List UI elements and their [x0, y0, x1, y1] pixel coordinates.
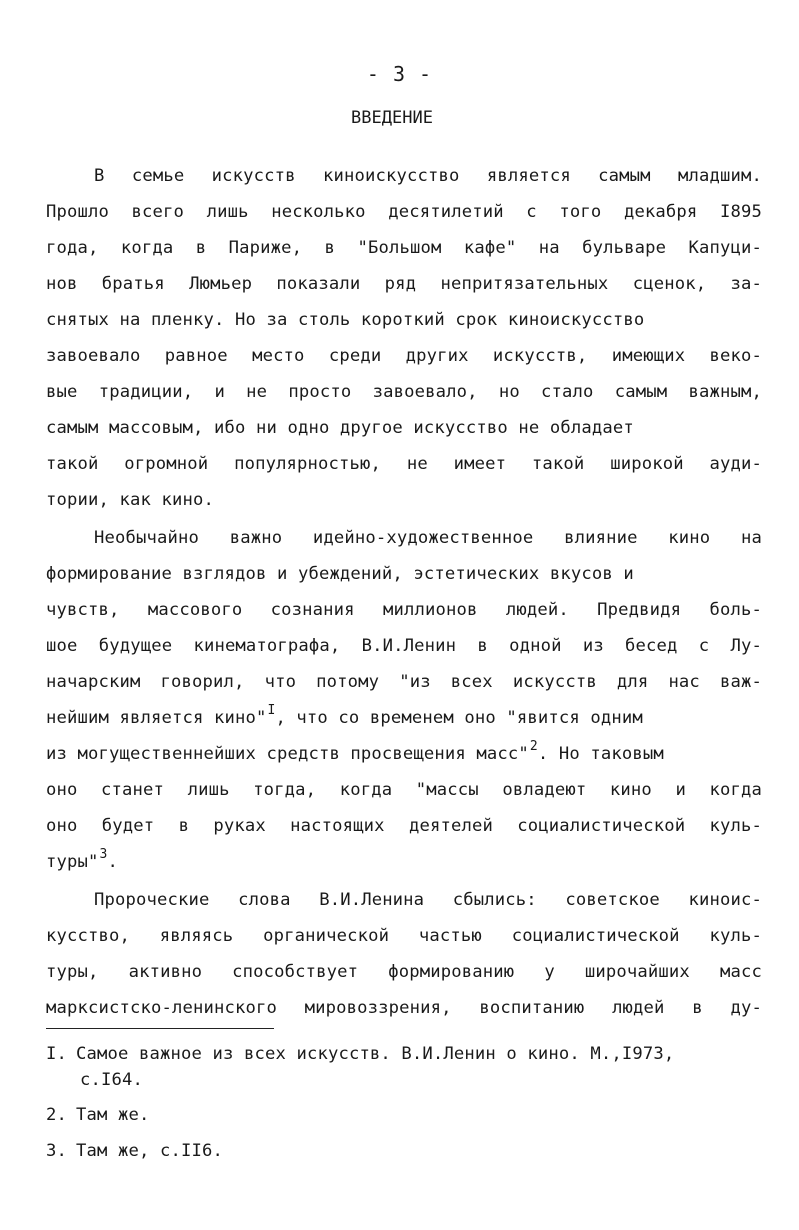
text-line: начарским говорил, что потому "из всех искусств для нас важ-	[46, 672, 762, 692]
text-line: снятых на пленку. Но за столь короткий срок киноискусство	[46, 310, 645, 330]
footnote-2	[46, 1101, 149, 1129]
section-heading: ВВЕДЕНИЕ	[351, 108, 433, 128]
text-line: формирование взглядов и убеждений, эстетических вкусов и	[46, 564, 634, 584]
text-line: кусство, являясь органической частью социалистической куль-	[46, 926, 762, 946]
footnote-number: I.	[46, 1044, 67, 1064]
footnote-text: Самое важное из всех искусств. В.И.Ленин о кино. М.,I973,	[76, 1044, 675, 1064]
text-line: Прошло всего лишь несколько десятилетий с того декабря I895	[46, 202, 762, 222]
text-line: туры, активно способствует формированию у широчайших масс	[46, 962, 762, 982]
text-line: тории, как кино.	[46, 490, 214, 510]
footnote-text: Там же.	[76, 1105, 150, 1125]
footnote-3	[46, 1137, 223, 1165]
footnote-number: 2.	[46, 1105, 67, 1125]
page-number: - 3 -	[366, 62, 433, 86]
text-line: нов братья Люмьер показали ряд непритязательных сценок, за-	[46, 274, 762, 294]
text-segment: , что со временем оно "явится одним	[275, 708, 643, 728]
footnote-ref-1: I	[267, 703, 276, 718]
text-line: года, когда в Париже, в "Большом кафе" на бульваре Капуци-	[46, 238, 762, 258]
footnote-1	[46, 1040, 674, 1068]
text-segment: нейшим является кино"	[46, 708, 267, 728]
text-line: марксистско-ленинского мировоззрения, воспитанию людей в ду-	[46, 998, 762, 1018]
text-line: вые традиции, и не просто завоевало, но стало самым важным,	[46, 382, 762, 402]
text-line: оно будет в руках настоящих деятелей социалистической куль-	[46, 816, 762, 836]
text-line: шое будущее кинематографа, В.И.Ленин в одной из бесед с Лу-	[46, 636, 762, 656]
text-line: оно станет лишь тогда, когда "массы овладеют кино и когда	[46, 780, 762, 800]
footnote-1-continuation: с.I64.	[80, 1070, 143, 1090]
text-line	[46, 700, 762, 736]
footnote-ref-2: 2	[529, 739, 538, 754]
text-segment: туры"	[46, 852, 99, 872]
text-line	[46, 736, 762, 772]
footnote-number: 3.	[46, 1141, 67, 1161]
text-line: такой огромной популярностью, не имеет такой широкой ауди-	[46, 454, 762, 474]
text-segment: . Но таковым	[537, 744, 664, 764]
text-segment: из могущественнейших средств просвещения масс"	[46, 744, 529, 764]
text-line: В семье искусств киноискусство является самым младшим.	[94, 166, 762, 186]
text-line: Необычайно важно идейно-художественное влияние кино на	[94, 528, 762, 548]
text-line	[46, 844, 762, 880]
footnote-ref-3: 3	[99, 847, 108, 862]
text-line: самым массовым, ибо ни одно другое искусство не обладает	[46, 418, 634, 438]
text-segment: .	[107, 852, 118, 872]
footnote-text: Там же, с.II6.	[76, 1141, 223, 1161]
footnote-separator	[46, 1028, 274, 1029]
text-line: Пророческие слова В.И.Ленина сбылись: советское киноис-	[94, 890, 762, 910]
text-line: завоевало равное место среди других искусств, имеющих веко-	[46, 346, 762, 366]
text-line: чувств, массового сознания миллионов людей. Предвидя боль-	[46, 600, 762, 620]
